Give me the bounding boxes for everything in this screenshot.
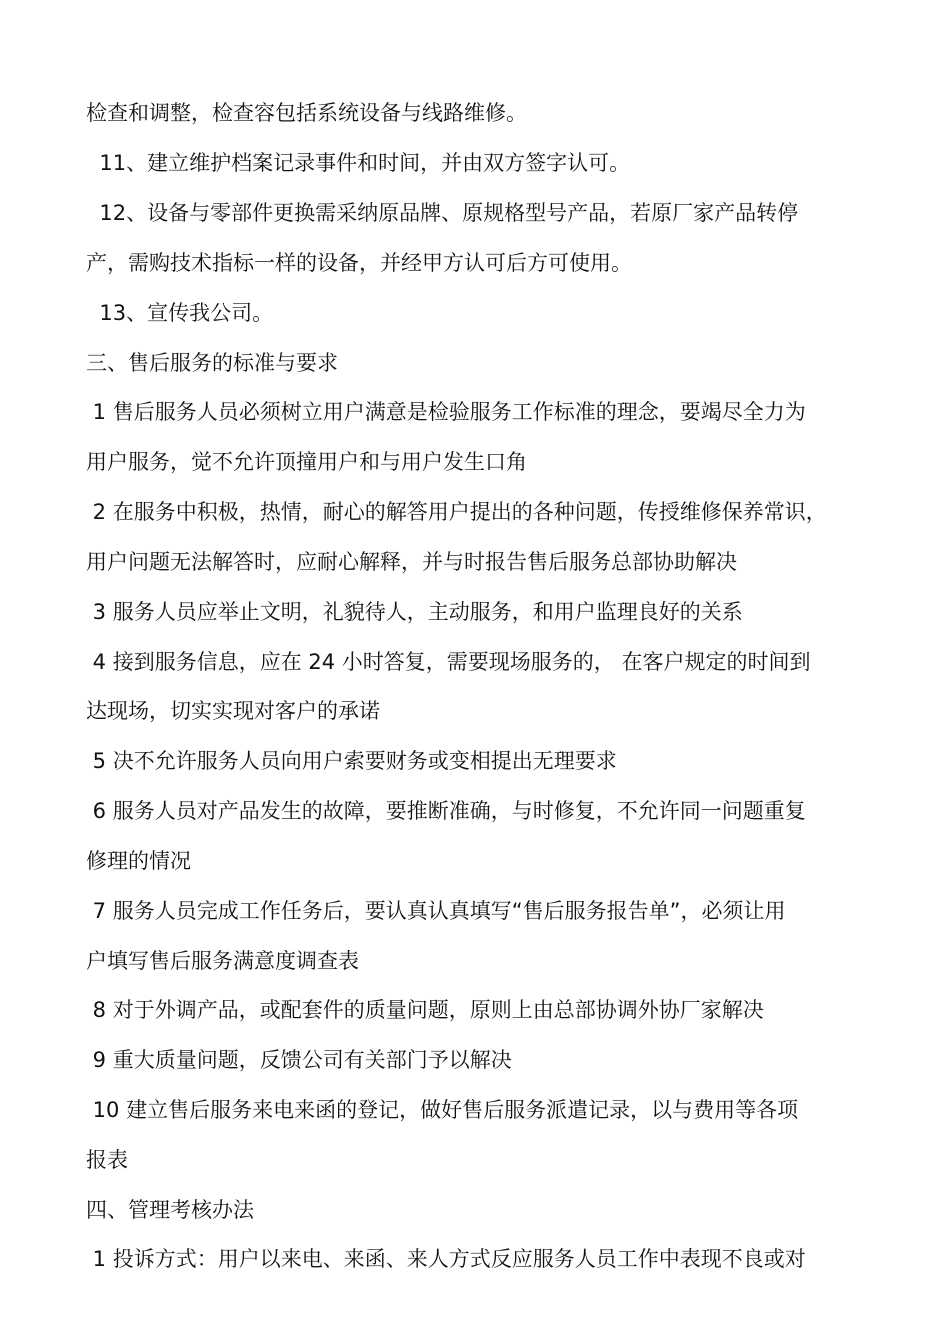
text-line: 用户问题无法解答时，应耐心解释，并与时报告售后服务总部协助解决 (86, 550, 737, 574)
text-line: 检查和调整，检查容包括系统设备与线路维修。 (86, 101, 527, 125)
text-line: 户填写售后服务满意度调查表 (86, 949, 359, 973)
text-line: 11、建立维护档案记录事件和时间，并由双方签字认可。 (86, 151, 631, 175)
text-line: 达现场，切实实现对客户的承诺 (86, 699, 380, 723)
text-line: 12、设备与零部件更换需采纳原品牌、原规格型号产品，若原厂家产品转停 (86, 201, 799, 225)
text-line: 9 重大质量问题，反馈公司有关部门予以解决 (86, 1048, 512, 1072)
text-line: 7 服务人员完成工作任务后，要认真认真填写“售后服务报告单”，必须让用 (86, 899, 786, 923)
text-line: 4 接到服务信息，应在 24 小时答复，需要现场服务的， 在客户规定的时间到 (86, 650, 811, 674)
text-line: 2 在服务中积极，热情，耐心的解答用户提出的各种问题，传授维修保养常识， (86, 500, 827, 524)
text-line: 修理的情况 (86, 849, 191, 873)
text-line: 13、宣传我公司。 (86, 301, 274, 325)
section-heading: 三、售后服务的标准与要求 (86, 351, 338, 375)
text-line: 3 服务人员应举止文明，礼貌待人，主动服务，和用户监理良好的关系 (86, 600, 743, 624)
text-line: 8 对于外调产品，或配套件的质量问题，原则上由总部协调外协厂家解决 (86, 998, 764, 1022)
text-line: 10 建立售后服务来电来函的登记，做好售后服务派遣记录，以与费用等各项 (86, 1098, 799, 1122)
text-line: 1 售后服务人员必须树立用户满意是检验服务工作标准的理念，要竭尽全力为 (86, 400, 806, 424)
text-line: 1 投诉方式：用户以来电、来函、来人方式反应服务人员工作中表现不良或对 (86, 1247, 806, 1271)
text-line: 用户服务，觉不允许顶撞用户和与用户发生口角 (86, 450, 527, 474)
text-line: 5 决不允许服务人员向用户索要财务或变相提出无理要求 (86, 749, 617, 773)
text-line: 产，需购技术指标一样的设备，并经甲方认可后方可使用。 (86, 251, 632, 275)
section-heading: 四、管理考核办法 (86, 1198, 254, 1222)
text-line: 报表 (86, 1148, 128, 1172)
text-line: 6 服务人员对产品发生的故障，要推断准确，与时修复，不允许同一问题重复 (86, 799, 806, 823)
